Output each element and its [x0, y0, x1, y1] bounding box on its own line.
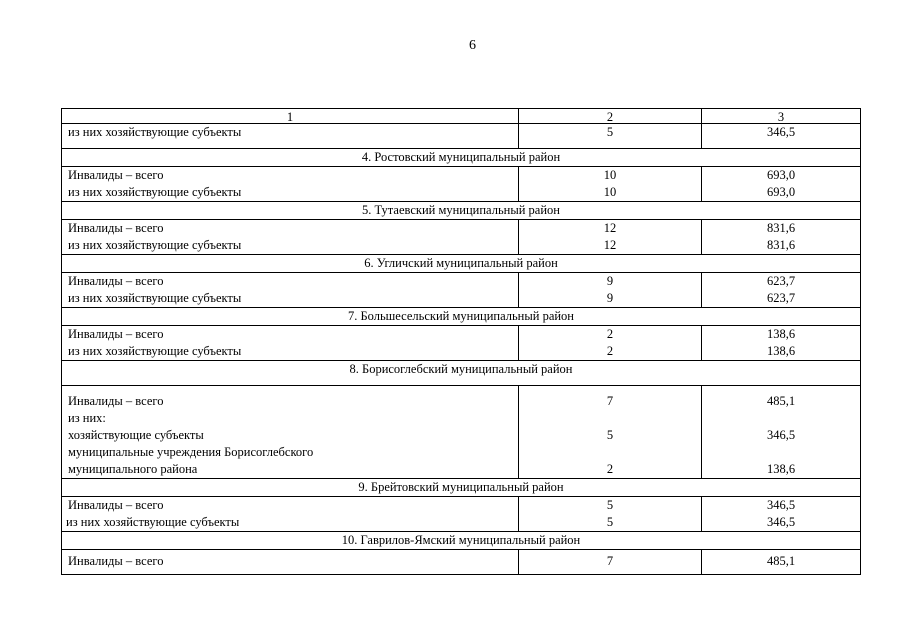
- section-title: 7. Большесельский муниципальный район: [62, 308, 861, 326]
- row-name-cell: [62, 326, 519, 361]
- section-title: 8. Борисоглебский муниципальный район: [62, 361, 861, 386]
- row-count: 10: [603, 185, 617, 199]
- row-amount: [702, 444, 860, 461]
- row-name-cell: [62, 167, 519, 202]
- row-name: Инвалиды – всего: [68, 274, 164, 288]
- row-name: из них хозяйствующие субъекты: [66, 515, 240, 529]
- row-name-cell: [62, 220, 519, 255]
- row-amount: 623,7: [766, 274, 796, 288]
- row-amount: 346,5: [766, 515, 796, 529]
- row-count: 7: [606, 394, 614, 408]
- row-amount-cell: [702, 273, 861, 308]
- row-amount-cell: [702, 550, 861, 575]
- row-name: Инвалиды – всего: [68, 554, 164, 568]
- row-count-cell: [519, 550, 702, 575]
- row-count: 2: [606, 327, 614, 341]
- column-number-3: 3: [702, 109, 861, 124]
- row-count: [519, 444, 701, 461]
- row-amount-cell: [702, 326, 861, 361]
- row-name: муниципальные учреждения Борисоглебского: [68, 445, 314, 459]
- row-name-cell: [62, 273, 519, 308]
- row-amount: 138,6: [766, 327, 796, 341]
- section-heading-row: [62, 308, 861, 326]
- row-amount: [702, 410, 860, 427]
- section-heading-row: [62, 149, 861, 167]
- row-name: из них хозяйствующие субъекты: [68, 344, 242, 358]
- row-count-cell: [519, 326, 702, 361]
- row-count: 5: [606, 515, 614, 529]
- table-body: [62, 109, 861, 575]
- row-amount-cell: [702, 167, 861, 202]
- table-row: [62, 167, 861, 202]
- row-name: Инвалиды – всего: [68, 327, 164, 341]
- row-amount-cell: [702, 124, 861, 149]
- table-row: [62, 497, 861, 532]
- row-name: Инвалиды – всего: [68, 498, 164, 512]
- section-title: 6. Угличский муниципальный район: [62, 255, 861, 273]
- row-count: 2: [606, 462, 614, 476]
- table-row: [62, 326, 861, 361]
- section-heading-row: [62, 361, 861, 386]
- row-name: Инвалиды – всего: [68, 394, 164, 408]
- section-heading-row: [62, 202, 861, 220]
- row-count: [519, 410, 701, 427]
- row-amount-cell: [702, 497, 861, 532]
- row-amount: 693,0: [766, 185, 796, 199]
- row-count: 5: [606, 498, 614, 512]
- page-number: 6: [469, 38, 476, 53]
- row-amount: 346,5: [766, 125, 796, 139]
- row-amount-cell: [702, 220, 861, 255]
- row-name: из них хозяйствующие субъекты: [68, 185, 242, 199]
- section-title: 9. Брейтовский муниципальный район: [62, 479, 861, 497]
- section-title: 10. Гаврилов-Ямский муниципальный район: [62, 532, 861, 550]
- table-row: [62, 550, 861, 575]
- row-count-cell: [519, 273, 702, 308]
- column-number-row: [62, 109, 861, 124]
- row-name: муниципального района: [68, 462, 198, 476]
- table-row: [62, 124, 861, 149]
- row-amount: 485,1: [766, 394, 796, 408]
- row-count-cell: [519, 124, 702, 149]
- row-amount: 693,0: [766, 168, 796, 182]
- row-amount-cell: [702, 386, 861, 479]
- row-amount: 623,7: [766, 291, 796, 305]
- row-count: 12: [603, 238, 617, 252]
- row-name-cell: [62, 386, 519, 479]
- section-heading-row: [62, 479, 861, 497]
- row-count: 5: [606, 125, 614, 139]
- row-count: 12: [603, 221, 617, 235]
- column-number-1: 1: [62, 109, 519, 124]
- row-count-cell: [519, 386, 702, 479]
- row-name: Инвалиды – всего: [68, 221, 164, 235]
- row-amount: 485,1: [766, 554, 796, 568]
- section-title: 5. Тутаевский муниципальный район: [62, 202, 861, 220]
- table-row: [62, 386, 861, 479]
- row-name: из них хозяйствующие субъекты: [68, 238, 242, 252]
- row-count: 2: [606, 344, 614, 358]
- row-amount: 346,5: [766, 498, 796, 512]
- row-count-cell: [519, 497, 702, 532]
- row-name-cell: [62, 124, 519, 149]
- row-name: Инвалиды – всего: [68, 168, 164, 182]
- table-row: [62, 273, 861, 308]
- row-count: 5: [606, 428, 614, 442]
- row-count: 9: [606, 291, 614, 305]
- data-table: [61, 108, 861, 575]
- row-count-cell: [519, 220, 702, 255]
- row-count: 10: [603, 168, 617, 182]
- table-row: [62, 220, 861, 255]
- column-number-2: 2: [519, 109, 702, 124]
- row-name-cell: [62, 550, 519, 575]
- row-amount: 831,6: [766, 238, 796, 252]
- row-name: из них:: [68, 411, 106, 425]
- row-amount: 138,6: [766, 462, 796, 476]
- row-amount: 831,6: [766, 221, 796, 235]
- section-heading-row: [62, 255, 861, 273]
- row-name: хозяйствующие субъекты: [68, 428, 204, 442]
- row-amount: 346,5: [766, 428, 796, 442]
- row-count: 9: [606, 274, 614, 288]
- row-name: из них хозяйствующие субъекты: [68, 125, 242, 139]
- row-name-cell: [62, 497, 519, 532]
- section-heading-row: [62, 532, 861, 550]
- section-title: 4. Ростовский муниципальный район: [62, 149, 861, 167]
- row-amount: 138,6: [766, 344, 796, 358]
- row-count-cell: [519, 167, 702, 202]
- row-name: из них хозяйствующие субъекты: [68, 291, 242, 305]
- row-count: 7: [606, 554, 614, 568]
